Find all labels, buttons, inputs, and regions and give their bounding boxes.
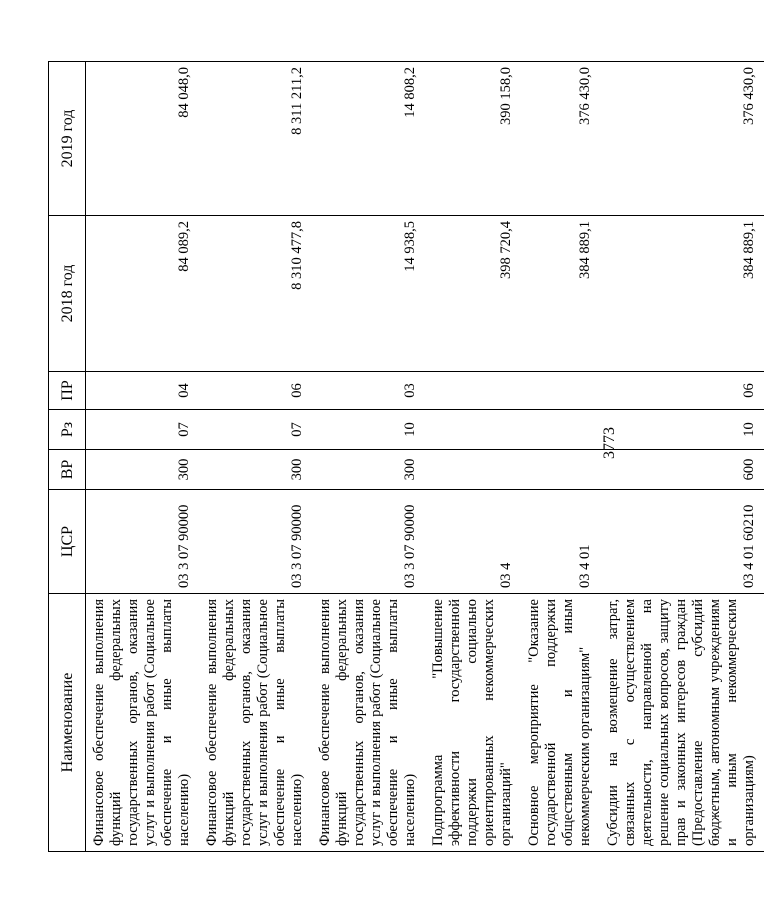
row-vr: 300 [86,450,200,490]
row-rz: 07 [199,410,312,450]
row-csr: 03 4 01 60210 [600,490,764,594]
row-2018: 14 938,5 [312,216,425,372]
row-2018: 398 720,4 [425,216,521,372]
page-number: 3773 [601,427,618,459]
row-pr: 06 [199,372,312,410]
row-2019: 84 048,0 [86,62,200,216]
row-2018: 84 089,2 [86,216,200,372]
row-name: Основное мероприятие "Оказание государственной поддержки общественным и иным некоммерческим организациям" [521,594,600,852]
row-2019: 14 808,2 [312,62,425,216]
row-2018: 384 889,1 [521,216,600,372]
header-2019: 2019 год [49,62,86,216]
header-pr: ПР [49,372,86,410]
row-pr [425,372,521,410]
row-rz: 10 [600,410,764,450]
table-row [521,62,600,852]
row-2018: 8 310 477,8 [199,216,312,372]
row-pr [521,372,600,410]
row-name: Финансовое обеспечение выполнения функций федеральных государственных органов, оказания услуг и выполнения работ (Социальное обеспечение и иные выплаты населению) [86,594,200,852]
row-pr: 06 [600,372,764,410]
table-row [199,62,312,852]
row-csr: 03 3 07 90000 [312,490,425,594]
table-row [86,62,200,852]
row-vr: 300 [312,450,425,490]
row-vr [521,450,600,490]
row-csr: 03 4 01 [521,490,600,594]
header-vr: ВР [49,450,86,490]
row-vr: 600 [600,450,764,490]
header-csr: ЦСР [49,490,86,594]
row-name: Финансовое обеспечение выполнения функций федеральных государственных органов, оказания услуг и выполнения работ (Социальное обеспечение и иные выплаты населению) [199,594,312,852]
row-rz [425,410,521,450]
row-name: Подпрограмма "Повышение эффективности государственной поддержки социально ориентированных некоммерческих организаций" [425,594,521,852]
row-rz: 10 [312,410,425,450]
row-pr: 03 [312,372,425,410]
row-vr [425,450,521,490]
row-csr: 03 3 07 90000 [86,490,200,594]
table-row [312,62,425,852]
table-row [425,62,521,852]
table-header-row [49,62,86,852]
row-2019: 376 430,0 [600,62,764,216]
row-rz [521,410,600,450]
row-pr: 04 [86,372,200,410]
header-name: Наименование [49,594,86,852]
row-vr: 300 [199,450,312,490]
row-2018: 384 889,1 [600,216,764,372]
row-2019: 376 430,0 [521,62,600,216]
table-row [600,62,764,852]
row-csr: 03 4 [425,490,521,594]
row-name: Финансовое обеспечение выполнения функций федеральных государственных органов, оказания услуг и выполнения работ (Социальное обеспечение и иные выплаты населению) [312,594,425,852]
row-2019: 390 158,0 [425,62,521,216]
row-rz: 07 [86,410,200,450]
budget-table [48,61,764,852]
row-name: Субсидии на возмещение затрат, связанных с осуществлением деятельности, направленной на решение социальных вопросов, защиту прав и законных интересов граждан (Предоставление субсидий бюджетным, автономным учреждениям и иным некоммерческим организациям) [600,594,764,852]
row-csr: 03 3 07 90000 [199,490,312,594]
header-2018: 2018 год [49,216,86,372]
row-2019: 8 311 211,2 [199,62,312,216]
header-rz: Рз [49,410,86,450]
